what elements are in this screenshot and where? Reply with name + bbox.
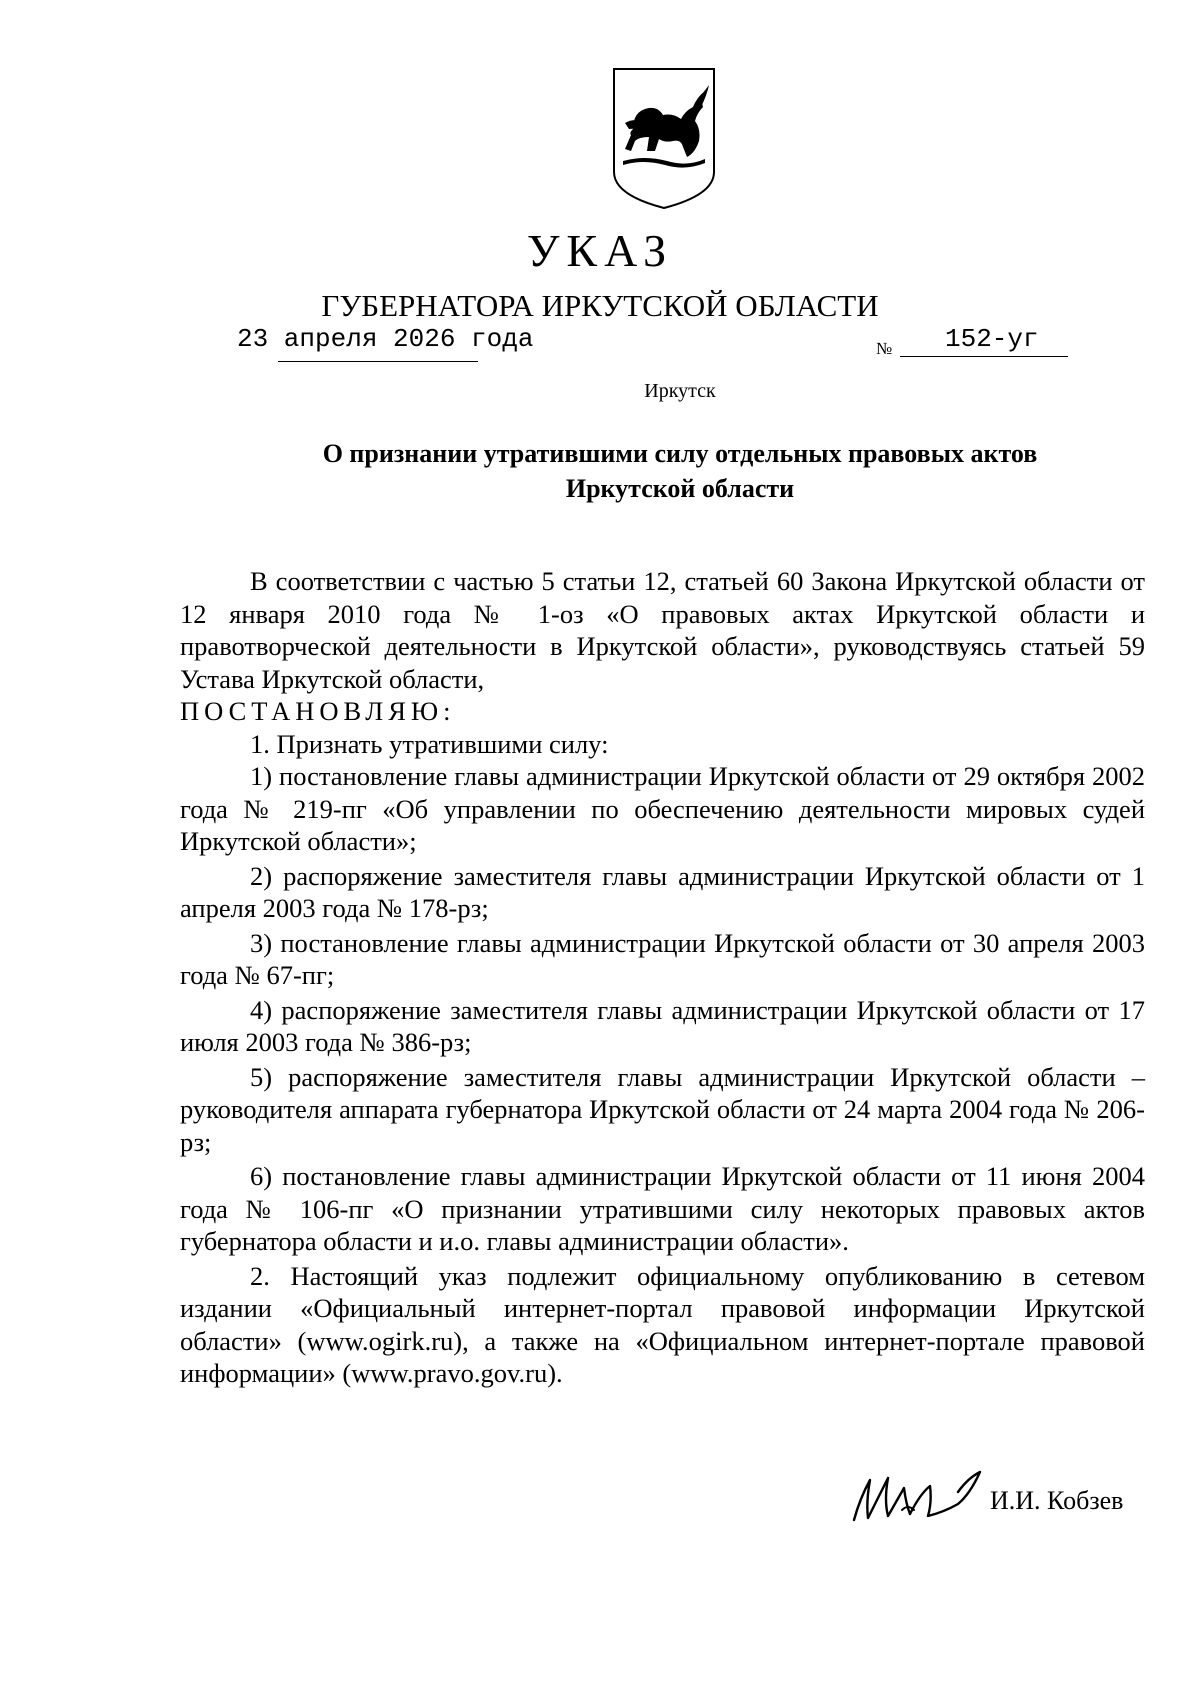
document-title bbox=[180, 436, 1180, 506]
clause-2-paragraph: 2. Настоящий указ подлежит официальному опубликованию в сетевом издании «Официальный интернет-портал правовой информации Иркутской области» (www.ogirk.ru), а также на «Официальном интернет-портале правовой информации» (www.pravo.gov.ru). bbox=[180, 1260, 1145, 1388]
list-item: 1) постановление главы администрации Иркутской области от 29 октября 2002 года № 219-пг «Об управлении по обеспечению деятельности мировых судей Иркутской области»; bbox=[180, 761, 1145, 856]
signature-icon bbox=[848, 1458, 988, 1528]
document-body bbox=[180, 565, 1145, 1390]
title-line-1: О признании утратившими силу отдельных правовых актов bbox=[322, 439, 1038, 468]
date-underline bbox=[278, 361, 478, 362]
list-item: 3) постановление главы администрации Иркутской области от 30 апреля 2003 года № 67-пг; bbox=[180, 927, 1145, 990]
coat-of-arms-icon bbox=[611, 67, 717, 210]
preamble-paragraph: В соответствии с частью 5 статьи 12, статьей 60 Закона Иркутской области от 12 января 2010 года № 1-оз «О правовых актах Иркутской области и правотворческой деятельности в Иркутской области», руководствуясь статьей 59 Устава Иркутской области, bbox=[180, 566, 1145, 694]
issuer-heading: ГУБЕРНАТОРА ИРКУТСКОЙ ОБЛАСТИ bbox=[321, 288, 879, 323]
list-item: 6) постановление главы администрации Иркутской области от 11 июня 2004 года № 106-пг «О признании утратившими силу некоторых правовых актов губернатора области и и.о. главы администрации области». bbox=[180, 1161, 1145, 1256]
city: Иркутск bbox=[644, 380, 716, 402]
document-type-heading: УКАЗ bbox=[526, 225, 674, 276]
list-item: 5) распоряжение заместителя главы администрации Иркутской области – руководителя аппарата губернатора Иркутской области от 24 марта 2004 года № 206-рз; bbox=[180, 1061, 1145, 1157]
list-item: 4) распоряжение заместителя главы администрации Иркутской области от 17 июля 2003 года № 386-рз; bbox=[180, 994, 1145, 1057]
document-date: 23 апреля 2026 года bbox=[237, 324, 534, 354]
number-sign: № bbox=[876, 339, 893, 358]
decree-word: ПОСТАНОВЛЯЮ: bbox=[180, 696, 456, 726]
clause-1-intro: 1. Признать утратившими силу: bbox=[250, 728, 609, 759]
list-item: 2) распоряжение заместителя главы администрации Иркутской области от 1 апреля 2003 года № 178-рз; bbox=[180, 860, 1145, 923]
number-underline bbox=[900, 356, 1068, 357]
title-line-2: Иркутской области bbox=[565, 474, 795, 503]
signer-name: И.И. Кобзев bbox=[990, 1486, 1124, 1515]
document-number: 152-уг bbox=[945, 324, 1039, 354]
